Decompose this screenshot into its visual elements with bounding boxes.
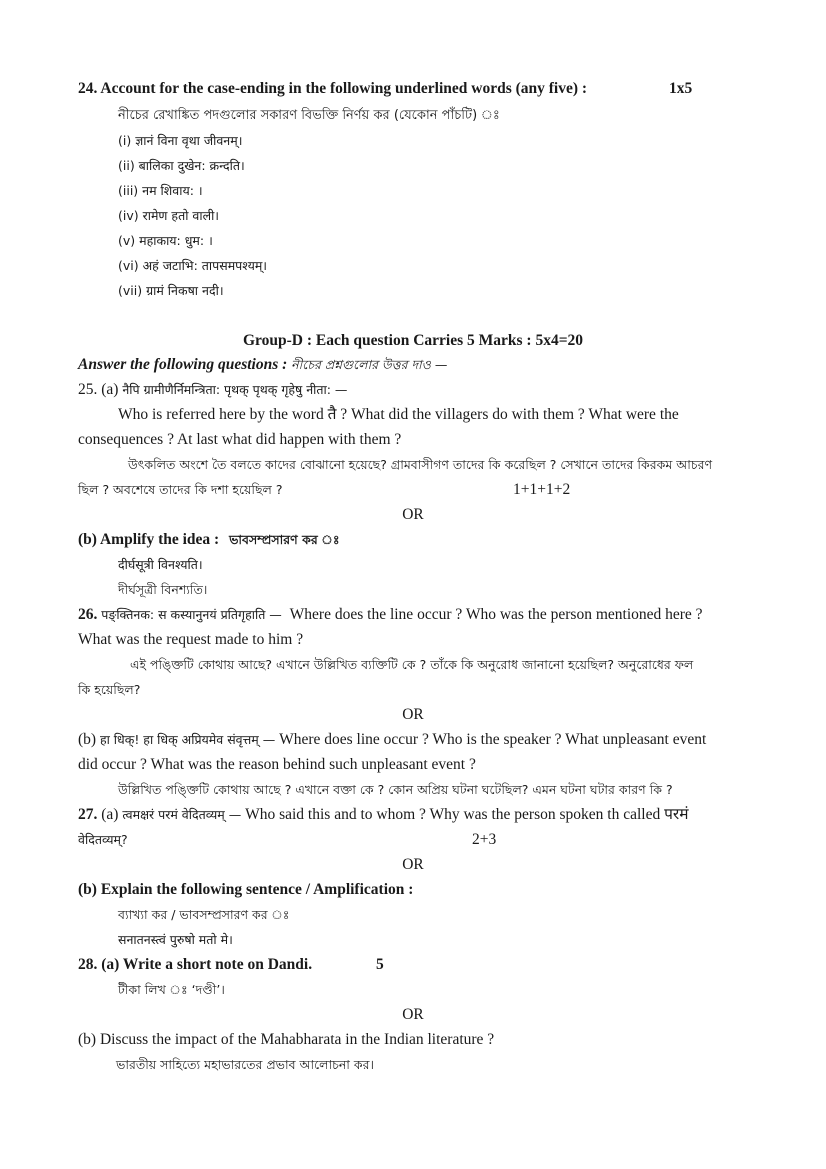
q24-item-2: (ii) बालिका दुखेन: क्रन्दति।: [118, 158, 245, 173]
q25b-quote-bn: দীর্ঘসূত্রী বিনশ্যতি।: [118, 582, 208, 597]
group-d-instruction-bn: নীচের প্রশ্নগুলোর উত্তর দাও —: [291, 357, 448, 372]
q25-or: OR: [402, 506, 424, 523]
q27-line1: [78, 805, 688, 825]
q26-bn-line2: কি হয়েছিল?: [78, 682, 141, 697]
q25a-quote: नैपि ग्रामीणैर्निमन्त्रिता: पृथक् पृथक् गृहेषु नीता: —: [122, 382, 348, 397]
q27a-quote: त्वमक्षरं परमं वेदितव्यम् —: [122, 807, 242, 822]
q26-line1: [78, 605, 703, 625]
q25a-marks: 1+1+1+2: [513, 481, 571, 498]
q24-marks: 1x5: [669, 80, 693, 97]
q28a-marks: 5: [376, 956, 384, 973]
q24-item-6: (vi) अहं जटाभि: तापसमपश्यम्।: [118, 258, 268, 273]
q26b-quote: हा धिक्! हा धिक् अप्रियमेव संवृत्तम् —: [99, 732, 276, 747]
q25b-title: [78, 530, 340, 550]
q25a-line: [78, 380, 347, 400]
q24-item-7: (vii) ग्रामं निकषा नदी।: [118, 283, 224, 298]
group-d-instruction-en: Answer the following questions :: [78, 356, 288, 373]
q28a-title: 28. (a) Write a short note on Dandi.: [78, 956, 313, 973]
q28a-bn: টীকা লিখ ঃ ‘দণ্ডী’।: [118, 982, 225, 997]
group-d-instruction: [78, 355, 447, 375]
q27b-bn: ব্যাখ্যা কর / ভাবসম্প্রসারণ কর ঃ: [118, 907, 290, 922]
q24-item-3: (iii) नम शिवाय: ।: [118, 183, 203, 198]
q24-title: [78, 79, 587, 99]
q25b-quote-sa: दीर्घसूत्री विनश्यति।: [118, 557, 203, 572]
q24-instruction-bn: নীচের রেখাঙ্কিত পদগুলোর সকারণ বিভক্তি নির্ণয় কর (যেকোন পাঁচটি) ঃ: [118, 108, 500, 123]
q26-quote: पङ्क्तिनक: स कस्यानुनयं प्रतिगृहाति —: [101, 607, 282, 622]
q25b-title-en: (b) Amplify the idea :: [78, 531, 220, 548]
q26b-en-line1: Where does line occur ? Who is the speaker ? What unpleasant event: [279, 731, 707, 748]
q26b-label: (b): [78, 731, 97, 748]
q27-label: 27.: [78, 806, 98, 823]
q26-or: OR: [402, 706, 424, 723]
q26b-bn-line1: উল্লিখিত পঙ্ক্তিটি কোথায় আছে ? এখানে বক্তা কে ? কোন অপ্রিয় ঘটনা ঘটেছিল? এমন ঘটনা ঘটার কারণ কি ?: [118, 782, 673, 797]
q28-or: OR: [402, 1006, 424, 1023]
q28b-en: (b) Discuss the impact of the Mahabharata in the Indian literature ?: [78, 1031, 495, 1048]
q25a-bn-line2: ছিল ? অবশেষে তাদের কি দশা হয়েছিল ?: [78, 482, 283, 497]
q27a-marks: 2+3: [472, 831, 497, 848]
q27-or: OR: [402, 856, 424, 873]
q27a-label: (a): [101, 806, 119, 823]
q25a-label: 25. (a): [78, 381, 119, 398]
q27a-line2: वेदितव्यम्?: [78, 832, 128, 847]
q26-en-line2: What was the request made to him ?: [78, 631, 304, 648]
q26b-en-line2: did occur ? What was the reason behind such unpleasant event ?: [78, 756, 476, 773]
q25a-bn-line1: উৎকলিত অংশে তৈ বলতে কাদের বোঝানো হয়েছে? গ্রামবাসীগণ তাদের কি করেছিল ? সেখানে তাদের কিরকম আচরণ: [128, 457, 713, 472]
q26-label: 26.: [78, 606, 98, 623]
q26-en-line1: Where does the line occur ? Who was the person mentioned here ?: [289, 606, 703, 623]
q28b-bn: ভারতীয় সাহিত্যে মহাভারতের প্রভাব আলোচনা কর।: [116, 1057, 374, 1072]
q27a-en: Who said this and to whom ? Why was the person spoken th called परमं: [245, 806, 689, 823]
q24-item-5: (v) महाकाय: धुम: ।: [118, 233, 213, 248]
q24-item-4: (iv) रामेण हतो वाली।: [118, 208, 220, 223]
q24-title-text: 24. Account for the case-ending in the following underlined words (any five) :: [78, 80, 588, 97]
q27b-title: (b) Explain the following sentence / Amplification :: [78, 881, 414, 898]
q27b-quote: सनातनस्त्वं पुरुषो मतो मे।: [118, 932, 233, 947]
q25a-en-line1: Who is referred here by the word तै ? What did the villagers do with them ? What were the: [118, 406, 679, 423]
q25a-en-line2: consequences ? At last what did happen with them ?: [78, 431, 402, 448]
q26-bn-line1: এই পঙ্ক্তিটি কোথায় আছে? এখানে উল্লিখিত ব্যক্তিটি কে ? তাঁকে কি অনুরোধ জানানো হয়েছিল? অনুরোধের ফল: [130, 657, 694, 672]
q24-item-1: (i) ज्ञानं विना वृथा जीवनम्।: [118, 133, 243, 148]
group-d-heading: Group-D : Each question Carries 5 Marks : 5x4=20: [242, 332, 584, 349]
q26b-line1: [78, 730, 706, 750]
q25b-title-bn: ভাবসম্প্রসারণ কর ঃ: [229, 532, 340, 547]
